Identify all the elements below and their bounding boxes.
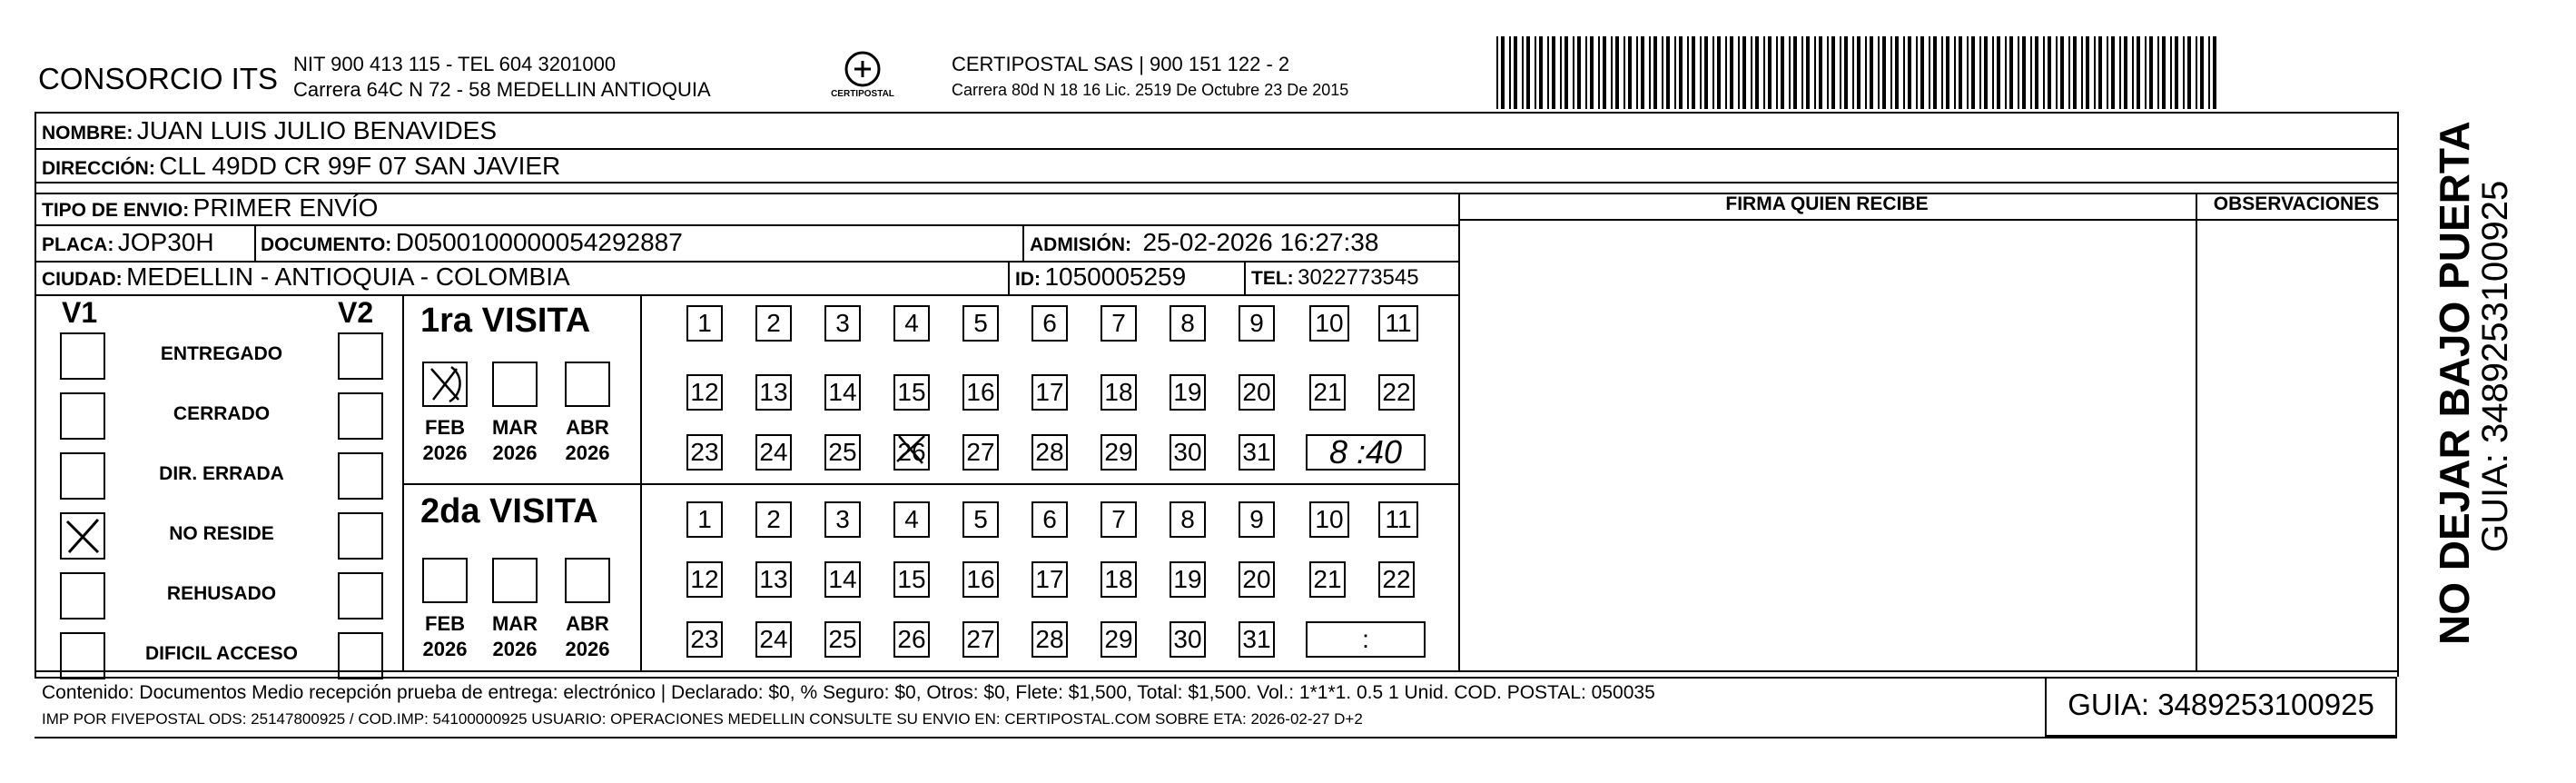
v1-checkbox[interactable] xyxy=(60,512,105,560)
v2-checkbox[interactable] xyxy=(338,512,383,560)
day-box[interactable]: 19 xyxy=(1170,374,1206,411)
month-label: FEB xyxy=(425,416,465,439)
tipo-value: PRIMER ENVÍO xyxy=(192,193,379,222)
day-box[interactable]: 25 xyxy=(824,434,861,471)
day-box[interactable]: 9 xyxy=(1239,305,1275,342)
month-label: MAR xyxy=(491,416,538,439)
v1-checkbox[interactable] xyxy=(60,572,105,619)
day-box[interactable]: 27 xyxy=(962,434,999,471)
day-box[interactable]: 13 xyxy=(755,561,792,598)
day-box[interactable]: 24 xyxy=(755,434,792,471)
v1-label: V1 xyxy=(62,296,98,329)
id-value: 1050005259 xyxy=(1044,263,1187,291)
footer-line2: IMP POR FIVEPOSTAL ODS: 25147800925 / COD.IMP: 54100000925 USUARIO: OPERACIONES MEDELLIN CONSULTE SU ENVIO EN: CERTIPOSTAL.COM SOBRE ETA: 2026-02-27 D+2 xyxy=(42,710,1363,728)
month-checkbox[interactable] xyxy=(422,362,468,407)
day-box[interactable]: 6 xyxy=(1031,501,1068,538)
day-box[interactable]: 15 xyxy=(893,374,930,411)
day-box[interactable]: 18 xyxy=(1100,561,1137,598)
ciudad-value: MEDELLIN - ANTIOQUIA - COLOMBIA xyxy=(126,263,570,291)
year-label: 2026 xyxy=(492,638,538,660)
v1-checkbox[interactable] xyxy=(60,332,105,380)
direccion-value: CLL 49DD CR 99F 07 SAN JAVIER xyxy=(159,152,561,180)
v2-checkbox[interactable] xyxy=(338,632,383,679)
barcode xyxy=(1496,36,2220,109)
nombre-value: JUAN LUIS JULIO BENAVIDES xyxy=(136,116,498,144)
side-warning: NO DEJAR BAJO PUERTA xyxy=(2431,121,2478,645)
day-box[interactable]: 30 xyxy=(1170,621,1206,658)
v2-label: V2 xyxy=(338,296,374,329)
month-checkbox[interactable] xyxy=(565,558,610,603)
documento-value: D0500100000054292887 xyxy=(395,228,683,256)
documento-label: DOCUMENTO: xyxy=(261,234,392,255)
day-box[interactable]: 3 xyxy=(824,305,861,342)
v1-checkbox[interactable] xyxy=(60,392,105,440)
day-box[interactable]: 14 xyxy=(824,561,861,598)
day-box[interactable]: 16 xyxy=(962,374,999,411)
day-box[interactable]: 10 xyxy=(1309,305,1349,342)
company-nit-tel: NIT 900 413 115 - TEL 604 3201000 xyxy=(293,53,617,75)
day-box[interactable]: 18 xyxy=(1100,374,1137,411)
day-box[interactable]: 7 xyxy=(1100,501,1137,538)
placa-label: PLACA: xyxy=(42,234,114,255)
day-box[interactable]: 28 xyxy=(1031,621,1068,658)
side-guia: GUIA: 3489253100925 xyxy=(2475,180,2515,552)
day-box[interactable]: 22 xyxy=(1378,561,1415,598)
day-box[interactable]: 15 xyxy=(893,561,930,598)
day-box[interactable]: 26 xyxy=(893,434,930,471)
month-label: ABR xyxy=(566,612,609,635)
month-label: FEB xyxy=(425,612,465,635)
admision-value: 25-02-2026 16:27:38 xyxy=(1142,228,1379,256)
day-box[interactable]: 17 xyxy=(1031,561,1068,598)
admision-label: ADMISIÓN: xyxy=(1030,234,1131,255)
tipo-label: TIPO DE ENVIO: xyxy=(42,200,190,221)
year-label: 2026 xyxy=(565,638,610,660)
direccion-label: DIRECCIÓN: xyxy=(42,158,155,179)
ciudad-label: CIUDAD: xyxy=(42,269,123,290)
day-box[interactable]: 11 xyxy=(1378,305,1418,342)
certipostal-info: CERTIPOSTAL SAS | 900 151 122 - 2 xyxy=(952,53,1290,75)
day-box[interactable]: 19 xyxy=(1170,561,1206,598)
day-box[interactable]: 31 xyxy=(1239,621,1275,658)
certipostal-logo xyxy=(822,49,903,105)
v1-checkbox[interactable] xyxy=(60,632,105,679)
company-address: Carrera 64C N 72 - 58 MEDELLIN ANTIOQUIA xyxy=(293,78,711,101)
day-box[interactable]: 28 xyxy=(1031,434,1068,471)
day-box[interactable]: 4 xyxy=(893,501,930,538)
day-box[interactable]: 10 xyxy=(1309,501,1349,538)
day-box[interactable]: 11 xyxy=(1378,501,1418,538)
day-box[interactable]: 2 xyxy=(755,501,792,538)
day-box[interactable]: 30 xyxy=(1170,434,1206,471)
day-box[interactable]: 6 xyxy=(1031,305,1068,342)
year-label: 2026 xyxy=(422,441,468,464)
month-checkbox[interactable] xyxy=(492,558,538,603)
reason-label: REHUSADO xyxy=(166,583,277,604)
day-box[interactable]: 4 xyxy=(893,305,930,342)
time-box-first[interactable]: 8 :40 xyxy=(1306,434,1426,471)
company-name: CONSORCIO ITS xyxy=(38,62,279,95)
id-label: ID: xyxy=(1015,269,1041,290)
month-checkbox[interactable] xyxy=(422,558,468,603)
day-box[interactable]: 13 xyxy=(755,374,792,411)
tel-label: TEL: xyxy=(1251,268,1294,289)
v2-checkbox[interactable] xyxy=(338,452,383,500)
v2-checkbox[interactable] xyxy=(338,392,383,440)
day-box[interactable]: 29 xyxy=(1100,434,1137,471)
year-label: 2026 xyxy=(565,441,610,464)
day-box[interactable]: 3 xyxy=(824,501,861,538)
reason-label: CERRADO xyxy=(173,403,271,424)
time-box-second[interactable]: : xyxy=(1306,621,1426,658)
footer-guia: GUIA: 3489253100925 xyxy=(2068,688,2374,721)
month-label: MAR xyxy=(491,612,538,635)
placa-value: JOP30H xyxy=(117,228,214,256)
day-box[interactable]: 29 xyxy=(1100,621,1137,658)
day-box[interactable]: 5 xyxy=(962,501,999,538)
day-box[interactable]: 1 xyxy=(686,305,723,342)
day-box[interactable]: 14 xyxy=(824,374,861,411)
day-box[interactable]: 1 xyxy=(686,501,723,538)
day-box[interactable]: 27 xyxy=(962,621,999,658)
day-box[interactable]: 20 xyxy=(1239,561,1275,598)
observaciones-header: OBSERVACIONES xyxy=(2213,193,2380,214)
year-label: 2026 xyxy=(492,441,538,464)
v2-checkbox[interactable] xyxy=(338,572,383,619)
day-box[interactable]: 8 xyxy=(1170,305,1206,342)
month-checkbox[interactable] xyxy=(565,362,610,407)
day-box[interactable]: 2 xyxy=(755,305,792,342)
day-box[interactable]: 9 xyxy=(1239,501,1275,538)
day-box[interactable]: 22 xyxy=(1378,374,1415,411)
certipostal-license: Carrera 80d N 18 16 Lic. 2519 De Octubre 23 De 2015 xyxy=(952,81,1349,99)
v1-checkbox[interactable] xyxy=(60,452,105,500)
day-box[interactable]: 5 xyxy=(962,305,999,342)
nombre-label: NOMBRE: xyxy=(42,123,133,144)
reason-label: DIR. ERRADA xyxy=(159,463,284,484)
second-visit-title: 2da VISITA xyxy=(420,492,598,530)
day-box[interactable]: 21 xyxy=(1309,374,1346,411)
first-visit-title: 1ra VISITA xyxy=(420,302,591,340)
day-box[interactable]: 20 xyxy=(1239,374,1275,411)
year-label: 2026 xyxy=(422,638,468,660)
day-box[interactable]: 12 xyxy=(686,374,723,411)
footer-line1: Contenido: Documentos Medio recepción prueba de entrega: electrónico | Declarado: $0, % Seguro: $0, Otros: $0, Flete: $1,500, Total: $1,500. Vol.: 1*1*1. 0.5 1 Unid. COD. POSTAL: 050035 xyxy=(42,682,1655,703)
logo-text: CERTIPOSTAL xyxy=(831,89,894,99)
v2-checkbox[interactable] xyxy=(338,332,383,380)
day-box[interactable]: 31 xyxy=(1239,434,1275,471)
day-box[interactable]: 17 xyxy=(1031,374,1068,411)
day-box[interactable]: 16 xyxy=(962,561,999,598)
day-box[interactable]: 7 xyxy=(1100,305,1137,342)
day-box[interactable]: 12 xyxy=(686,561,723,598)
day-box[interactable]: 26 xyxy=(893,621,930,658)
reason-label: ENTREGADO xyxy=(160,343,283,364)
day-box[interactable]: 25 xyxy=(824,621,861,658)
day-box[interactable]: 21 xyxy=(1309,561,1346,598)
day-box[interactable]: 23 xyxy=(686,621,723,658)
day-box[interactable]: 24 xyxy=(755,621,792,658)
reason-label: DIFICIL ACCESO xyxy=(144,643,298,664)
firma-header: FIRMA QUIEN RECIBE xyxy=(1725,193,1929,214)
day-box[interactable]: 23 xyxy=(686,434,723,471)
reason-label: NO RESIDE xyxy=(169,523,274,544)
tel-value: 3022773545 xyxy=(1298,265,1419,290)
day-box[interactable]: 8 xyxy=(1170,501,1206,538)
month-checkbox[interactable] xyxy=(492,362,538,407)
month-label: ABR xyxy=(566,416,609,439)
